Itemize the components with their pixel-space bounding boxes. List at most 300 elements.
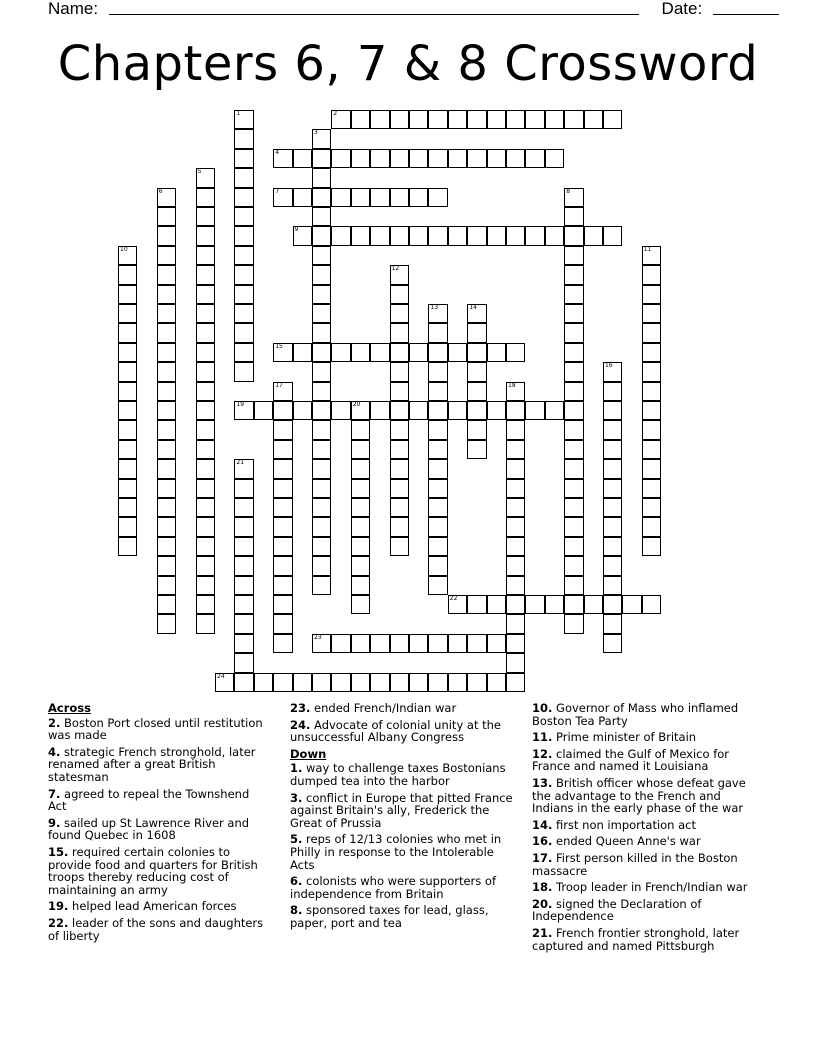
crossword-cell[interactable] xyxy=(622,595,641,614)
crossword-cell[interactable] xyxy=(564,304,583,323)
crossword-cell[interactable] xyxy=(603,614,622,633)
crossword-cell[interactable] xyxy=(196,323,215,342)
crossword-cell[interactable] xyxy=(157,207,176,226)
crossword-cell[interactable] xyxy=(234,246,253,265)
crossword-cell[interactable] xyxy=(428,556,447,575)
crossword-cell[interactable] xyxy=(467,420,486,439)
crossword-cell[interactable] xyxy=(506,420,525,439)
crossword-cell[interactable] xyxy=(584,110,603,129)
crossword-cell[interactable] xyxy=(234,226,253,245)
crossword-cell[interactable] xyxy=(351,556,370,575)
crossword-cell[interactable] xyxy=(370,110,389,129)
crossword-cell[interactable] xyxy=(506,653,525,672)
crossword-cell[interactable] xyxy=(331,188,350,207)
crossword-cell[interactable] xyxy=(584,595,603,614)
crossword-cell[interactable] xyxy=(234,304,253,323)
crossword-cell[interactable] xyxy=(390,110,409,129)
crossword-cell[interactable] xyxy=(118,459,137,478)
crossword-cell[interactable] xyxy=(506,440,525,459)
crossword-cell[interactable] xyxy=(409,110,428,129)
crossword-cell[interactable] xyxy=(234,498,253,517)
crossword-cell[interactable] xyxy=(390,459,409,478)
crossword-cell[interactable] xyxy=(467,401,486,420)
crossword-cell[interactable] xyxy=(370,401,389,420)
crossword-cell[interactable] xyxy=(390,149,409,168)
crossword-cell[interactable] xyxy=(506,537,525,556)
crossword-cell[interactable] xyxy=(157,343,176,362)
crossword-cell[interactable] xyxy=(564,479,583,498)
crossword-cell[interactable] xyxy=(642,265,661,284)
crossword-cell[interactable] xyxy=(351,595,370,614)
crossword-cell[interactable] xyxy=(312,420,331,439)
crossword-cell[interactable] xyxy=(196,576,215,595)
crossword-cell[interactable] xyxy=(642,285,661,304)
crossword-cell[interactable] xyxy=(293,149,312,168)
crossword-cell[interactable] xyxy=(331,149,350,168)
crossword-cell[interactable] xyxy=(312,188,331,207)
crossword-cell[interactable] xyxy=(487,401,506,420)
crossword-cell[interactable] xyxy=(196,207,215,226)
crossword-cell[interactable] xyxy=(234,634,253,653)
crossword-cell[interactable] xyxy=(467,362,486,381)
crossword-cell[interactable] xyxy=(603,226,622,245)
crossword-cell[interactable] xyxy=(351,226,370,245)
crossword-cell[interactable] xyxy=(312,517,331,536)
crossword-cell[interactable] xyxy=(157,362,176,381)
crossword-cell[interactable] xyxy=(448,110,467,129)
crossword-cell[interactable] xyxy=(234,595,253,614)
crossword-cell[interactable] xyxy=(196,382,215,401)
crossword-cell[interactable] xyxy=(525,149,544,168)
crossword-cell[interactable] xyxy=(273,576,292,595)
crossword-cell[interactable] xyxy=(273,595,292,614)
crossword-cell[interactable] xyxy=(254,673,273,692)
crossword-cell[interactable] xyxy=(564,285,583,304)
crossword-cell[interactable] xyxy=(409,401,428,420)
crossword-cell[interactable] xyxy=(409,188,428,207)
crossword-cell[interactable] xyxy=(428,420,447,439)
crossword-cell[interactable] xyxy=(157,614,176,633)
crossword-cell[interactable] xyxy=(564,207,583,226)
crossword-cell[interactable] xyxy=(390,382,409,401)
crossword-cell[interactable] xyxy=(603,382,622,401)
crossword-cell[interactable] xyxy=(118,420,137,439)
crossword-cell[interactable] xyxy=(234,149,253,168)
crossword-cell[interactable] xyxy=(448,673,467,692)
crossword-cell[interactable] xyxy=(409,673,428,692)
crossword-cell[interactable] xyxy=(428,362,447,381)
crossword-cell[interactable] xyxy=(564,517,583,536)
crossword-cell[interactable] xyxy=(564,226,583,245)
crossword-cell[interactable] xyxy=(390,673,409,692)
crossword-cell[interactable] xyxy=(157,440,176,459)
crossword-cell[interactable] xyxy=(564,343,583,362)
crossword-cell[interactable] xyxy=(351,673,370,692)
crossword-cell[interactable] xyxy=(196,479,215,498)
crossword-cell[interactable] xyxy=(196,362,215,381)
crossword-cell[interactable] xyxy=(642,343,661,362)
crossword-cell[interactable] xyxy=(603,595,622,614)
crossword-cell[interactable] xyxy=(564,362,583,381)
crossword-cell[interactable] xyxy=(545,110,564,129)
crossword-cell[interactable] xyxy=(234,556,253,575)
crossword-cell[interactable] xyxy=(234,343,253,362)
crossword-cell[interactable] xyxy=(312,149,331,168)
crossword-cell[interactable] xyxy=(487,595,506,614)
crossword-cell[interactable] xyxy=(118,440,137,459)
crossword-cell[interactable] xyxy=(370,634,389,653)
crossword-cell[interactable] xyxy=(157,285,176,304)
crossword-cell[interactable] xyxy=(506,110,525,129)
crossword-cell[interactable] xyxy=(157,420,176,439)
crossword-cell[interactable] xyxy=(312,382,331,401)
crossword-cell[interactable] xyxy=(118,323,137,342)
crossword-cell[interactable] xyxy=(642,498,661,517)
crossword-cell[interactable] xyxy=(196,498,215,517)
crossword-cell[interactable] xyxy=(312,362,331,381)
crossword-cell[interactable] xyxy=(642,479,661,498)
crossword-cell[interactable] xyxy=(196,459,215,478)
crossword-cell[interactable] xyxy=(545,401,564,420)
crossword-cell[interactable] xyxy=(603,459,622,478)
crossword-cell[interactable] xyxy=(234,168,253,187)
crossword-cell[interactable] xyxy=(390,285,409,304)
crossword-cell[interactable] xyxy=(273,440,292,459)
crossword-cell[interactable] xyxy=(312,498,331,517)
crossword-cell[interactable] xyxy=(564,382,583,401)
crossword-cell[interactable] xyxy=(428,537,447,556)
crossword-cell[interactable] xyxy=(390,537,409,556)
crossword-cell[interactable] xyxy=(118,382,137,401)
crossword-cell[interactable] xyxy=(196,440,215,459)
crossword-cell[interactable] xyxy=(390,498,409,517)
crossword-cell[interactable] xyxy=(603,576,622,595)
crossword-cell[interactable] xyxy=(603,110,622,129)
crossword-cell[interactable] xyxy=(409,343,428,362)
crossword-cell[interactable] xyxy=(448,634,467,653)
crossword-cell[interactable] xyxy=(273,537,292,556)
crossword-cell[interactable] xyxy=(196,304,215,323)
crossword-cell[interactable] xyxy=(118,537,137,556)
crossword-cell[interactable] xyxy=(545,226,564,245)
crossword-cell[interactable] xyxy=(487,226,506,245)
crossword-cell[interactable] xyxy=(390,420,409,439)
crossword-cell[interactable] xyxy=(157,517,176,536)
crossword-cell[interactable] xyxy=(525,110,544,129)
crossword-cell[interactable] xyxy=(564,265,583,284)
crossword-cell[interactable] xyxy=(157,304,176,323)
crossword-cell[interactable] xyxy=(603,517,622,536)
crossword-cell[interactable] xyxy=(118,304,137,323)
crossword-cell[interactable] xyxy=(564,614,583,633)
crossword-cell[interactable] xyxy=(273,420,292,439)
crossword-cell[interactable] xyxy=(196,265,215,284)
crossword-cell[interactable] xyxy=(312,343,331,362)
crossword-cell[interactable] xyxy=(312,246,331,265)
crossword-cell[interactable] xyxy=(506,556,525,575)
crossword-cell[interactable] xyxy=(390,226,409,245)
crossword-cell[interactable] xyxy=(196,226,215,245)
crossword-cell[interactable] xyxy=(351,420,370,439)
crossword-cell[interactable] xyxy=(157,401,176,420)
crossword-cell[interactable] xyxy=(312,304,331,323)
crossword-cell[interactable] xyxy=(196,537,215,556)
crossword-cell[interactable] xyxy=(409,634,428,653)
crossword-cell[interactable] xyxy=(312,285,331,304)
crossword-cell[interactable] xyxy=(390,362,409,381)
crossword-cell[interactable] xyxy=(506,149,525,168)
crossword-cell[interactable] xyxy=(428,479,447,498)
crossword-cell[interactable] xyxy=(351,479,370,498)
crossword-cell[interactable] xyxy=(118,343,137,362)
crossword-cell[interactable] xyxy=(409,226,428,245)
crossword-cell[interactable] xyxy=(428,323,447,342)
crossword-cell[interactable] xyxy=(642,517,661,536)
crossword-cell[interactable] xyxy=(370,149,389,168)
crossword-cell[interactable] xyxy=(506,634,525,653)
crossword-cell[interactable] xyxy=(157,498,176,517)
crossword-cell[interactable] xyxy=(196,556,215,575)
crossword-cell[interactable] xyxy=(506,595,525,614)
crossword-cell[interactable] xyxy=(390,401,409,420)
crossword-cell[interactable] xyxy=(448,401,467,420)
crossword-cell[interactable] xyxy=(467,634,486,653)
crossword-cell[interactable] xyxy=(157,537,176,556)
crossword-cell[interactable] xyxy=(603,479,622,498)
crossword-cell[interactable] xyxy=(234,479,253,498)
crossword-cell[interactable] xyxy=(564,556,583,575)
crossword-cell[interactable] xyxy=(428,634,447,653)
crossword-cell[interactable] xyxy=(293,401,312,420)
crossword-cell[interactable] xyxy=(234,323,253,342)
crossword-cell[interactable] xyxy=(157,382,176,401)
crossword-cell[interactable] xyxy=(273,459,292,478)
crossword-cell[interactable] xyxy=(428,110,447,129)
crossword-cell[interactable] xyxy=(312,226,331,245)
crossword-cell[interactable] xyxy=(603,440,622,459)
crossword-cell[interactable] xyxy=(234,517,253,536)
crossword-cell[interactable] xyxy=(467,343,486,362)
crossword-cell[interactable] xyxy=(642,382,661,401)
crossword-cell[interactable] xyxy=(157,246,176,265)
crossword-cell[interactable] xyxy=(428,517,447,536)
crossword-cell[interactable] xyxy=(157,479,176,498)
crossword-cell[interactable] xyxy=(428,149,447,168)
crossword-cell[interactable] xyxy=(428,498,447,517)
crossword-cell[interactable] xyxy=(370,188,389,207)
crossword-cell[interactable] xyxy=(642,420,661,439)
crossword-cell[interactable] xyxy=(331,343,350,362)
crossword-cell[interactable] xyxy=(312,207,331,226)
crossword-cell[interactable] xyxy=(428,576,447,595)
crossword-cell[interactable] xyxy=(312,440,331,459)
crossword-cell[interactable] xyxy=(428,673,447,692)
crossword-cell[interactable] xyxy=(118,285,137,304)
crossword-cell[interactable] xyxy=(312,459,331,478)
crossword-cell[interactable] xyxy=(351,576,370,595)
crossword-cell[interactable] xyxy=(273,517,292,536)
crossword-cell[interactable] xyxy=(254,401,273,420)
crossword-cell[interactable] xyxy=(312,401,331,420)
crossword-cell[interactable] xyxy=(118,479,137,498)
crossword-cell[interactable] xyxy=(351,537,370,556)
crossword-cell[interactable] xyxy=(312,323,331,342)
crossword-cell[interactable] xyxy=(506,401,525,420)
crossword-cell[interactable] xyxy=(273,479,292,498)
crossword-cell[interactable] xyxy=(467,595,486,614)
crossword-cell[interactable] xyxy=(642,595,661,614)
crossword-cell[interactable] xyxy=(390,188,409,207)
crossword-cell[interactable] xyxy=(351,343,370,362)
crossword-cell[interactable] xyxy=(351,634,370,653)
crossword-cell[interactable] xyxy=(642,323,661,342)
crossword-cell[interactable] xyxy=(603,498,622,517)
crossword-cell[interactable] xyxy=(467,149,486,168)
crossword-cell[interactable] xyxy=(467,323,486,342)
crossword-cell[interactable] xyxy=(428,188,447,207)
crossword-cell[interactable] xyxy=(196,343,215,362)
crossword-cell[interactable] xyxy=(428,440,447,459)
crossword-cell[interactable] xyxy=(428,459,447,478)
crossword-cell[interactable] xyxy=(196,595,215,614)
crossword-cell[interactable] xyxy=(157,459,176,478)
crossword-cell[interactable] xyxy=(506,479,525,498)
crossword-cell[interactable] xyxy=(196,614,215,633)
crossword-cell[interactable] xyxy=(506,226,525,245)
crossword-cell[interactable] xyxy=(273,673,292,692)
crossword-cell[interactable] xyxy=(390,323,409,342)
crossword-cell[interactable] xyxy=(506,576,525,595)
crossword-cell[interactable] xyxy=(351,149,370,168)
crossword-cell[interactable] xyxy=(234,285,253,304)
crossword-cell[interactable] xyxy=(118,265,137,284)
crossword-cell[interactable] xyxy=(157,265,176,284)
crossword-cell[interactable] xyxy=(273,634,292,653)
crossword-cell[interactable] xyxy=(234,653,253,672)
crossword-cell[interactable] xyxy=(390,634,409,653)
crossword-cell[interactable] xyxy=(196,517,215,536)
crossword-cell[interactable] xyxy=(157,323,176,342)
crossword-cell[interactable] xyxy=(157,226,176,245)
crossword-cell[interactable] xyxy=(603,537,622,556)
crossword-cell[interactable] xyxy=(642,459,661,478)
crossword-cell[interactable] xyxy=(351,440,370,459)
crossword-cell[interactable] xyxy=(564,420,583,439)
crossword-cell[interactable] xyxy=(351,517,370,536)
crossword-cell[interactable] xyxy=(506,343,525,362)
crossword-cell[interactable] xyxy=(196,246,215,265)
crossword-cell[interactable] xyxy=(351,459,370,478)
crossword-cell[interactable] xyxy=(234,362,253,381)
crossword-cell[interactable] xyxy=(273,556,292,575)
crossword-cell[interactable] xyxy=(467,226,486,245)
crossword-cell[interactable] xyxy=(370,343,389,362)
crossword-cell[interactable] xyxy=(487,110,506,129)
crossword-cell[interactable] xyxy=(428,401,447,420)
crossword-cell[interactable] xyxy=(564,459,583,478)
crossword-cell[interactable] xyxy=(157,595,176,614)
crossword-cell[interactable] xyxy=(390,479,409,498)
crossword-cell[interactable] xyxy=(564,595,583,614)
crossword-cell[interactable] xyxy=(351,188,370,207)
crossword-cell[interactable] xyxy=(157,556,176,575)
crossword-cell[interactable] xyxy=(331,634,350,653)
crossword-cell[interactable] xyxy=(234,265,253,284)
crossword-cell[interactable] xyxy=(234,537,253,556)
crossword-cell[interactable] xyxy=(525,401,544,420)
crossword-cell[interactable] xyxy=(506,498,525,517)
crossword-cell[interactable] xyxy=(642,537,661,556)
crossword-cell[interactable] xyxy=(312,556,331,575)
crossword-cell[interactable] xyxy=(428,382,447,401)
crossword-cell[interactable] xyxy=(467,673,486,692)
crossword-cell[interactable] xyxy=(642,401,661,420)
crossword-cell[interactable] xyxy=(545,595,564,614)
crossword-cell[interactable] xyxy=(506,673,525,692)
crossword-cell[interactable] xyxy=(118,401,137,420)
crossword-cell[interactable] xyxy=(312,576,331,595)
crossword-cell[interactable] xyxy=(506,459,525,478)
crossword-cell[interactable] xyxy=(118,498,137,517)
crossword-cell[interactable] xyxy=(467,110,486,129)
crossword-cell[interactable] xyxy=(312,673,331,692)
crossword-cell[interactable] xyxy=(603,634,622,653)
crossword-cell[interactable] xyxy=(525,226,544,245)
crossword-cell[interactable] xyxy=(545,149,564,168)
crossword-cell[interactable] xyxy=(467,382,486,401)
crossword-cell[interactable] xyxy=(234,129,253,148)
crossword-cell[interactable] xyxy=(487,673,506,692)
crossword-cell[interactable] xyxy=(448,343,467,362)
crossword-cell[interactable] xyxy=(293,188,312,207)
crossword-cell[interactable] xyxy=(564,246,583,265)
crossword-cell[interactable] xyxy=(428,343,447,362)
crossword-cell[interactable] xyxy=(196,285,215,304)
crossword-cell[interactable] xyxy=(312,265,331,284)
crossword-cell[interactable] xyxy=(564,323,583,342)
crossword-cell[interactable] xyxy=(409,149,428,168)
crossword-cell[interactable] xyxy=(467,440,486,459)
crossword-cell[interactable] xyxy=(312,479,331,498)
crossword-cell[interactable] xyxy=(331,673,350,692)
crossword-cell[interactable] xyxy=(564,498,583,517)
crossword-cell[interactable] xyxy=(312,168,331,187)
crossword-cell[interactable] xyxy=(157,576,176,595)
crossword-cell[interactable] xyxy=(234,207,253,226)
crossword-cell[interactable] xyxy=(642,304,661,323)
crossword-cell[interactable] xyxy=(603,401,622,420)
crossword-cell[interactable] xyxy=(642,440,661,459)
crossword-cell[interactable] xyxy=(390,343,409,362)
crossword-cell[interactable] xyxy=(273,614,292,633)
crossword-cell[interactable] xyxy=(603,556,622,575)
crossword-cell[interactable] xyxy=(487,634,506,653)
crossword-cell[interactable] xyxy=(564,537,583,556)
crossword-cell[interactable] xyxy=(525,595,544,614)
crossword-cell[interactable] xyxy=(487,149,506,168)
crossword-cell[interactable] xyxy=(234,576,253,595)
crossword-cell[interactable] xyxy=(448,226,467,245)
crossword-cell[interactable] xyxy=(564,576,583,595)
crossword-cell[interactable] xyxy=(370,226,389,245)
crossword-cell[interactable] xyxy=(196,401,215,420)
crossword-cell[interactable] xyxy=(293,343,312,362)
crossword-cell[interactable] xyxy=(487,343,506,362)
crossword-cell[interactable] xyxy=(642,362,661,381)
crossword-cell[interactable] xyxy=(370,673,389,692)
crossword-cell[interactable] xyxy=(234,614,253,633)
crossword-cell[interactable] xyxy=(234,673,253,692)
